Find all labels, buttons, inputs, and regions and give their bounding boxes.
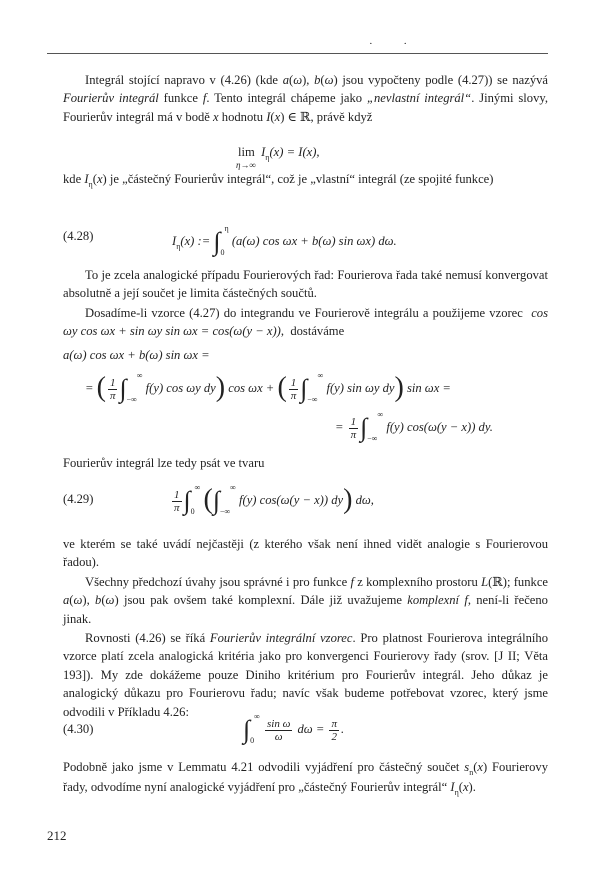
expansion-line-2: = ( $\frac{1}{\pi}$ $\int_{-\infty}^\infty$ f(y) cos ωy dy) cos ωx + ( $\frac{1}{\pi}$ $\int_{-\infty}^\infty$ f(y) sin ωy dy) sin ωx =: [85, 371, 451, 404]
paragraph-integral-formula: Rovnosti (4.26) se říká Fourierův integrální vzorec. Pro platnost Fourierova integrálního vzorce platí zcela analogická kritéria jako pro konvergenci Fourierovy řady (srov. [J II; Věta 193]). My zde dokážeme pouze Diniho kritérium pro Fourierův integrál. Jeho důkaz je analogický důkazu pro Fourierovu řadu; navíc však budeme potřebovat vzorec, který jsme odvodili v Příkladu 4.26:: [63, 631, 549, 719]
equation-number-4-28: (4.28): [63, 229, 94, 243]
equation-4-28: $I_\eta(x)$ := $\int_0^\eta$ (a(ω) cos ωx + b(ω) sin ωx) dω.: [172, 224, 397, 257]
paragraph-complex-functions: Všechny předchozí úvahy jsou správné i pro funkce f z komplexního prostoru L(ℝ); funkce a(ω), b(ω) jsou pak ovšem také komplexní. Dále již uvažujeme komplexní f, není-li řečeno jinak.: [63, 575, 549, 626]
equation-number-4-29: (4.29): [63, 492, 94, 506]
expansion-line-3: = $\frac{1}{\pi}$ $\int_{-\infty}^\infty$ f(y) cos(ω(y − x)) dy.: [335, 410, 493, 443]
equation-4-30: $\int_0^\infty$ $\frac{\text{sin ω}}{\omega}$ dω = $\frac{\pi}{2}$ .: [243, 712, 345, 745]
paragraph-integral-form: Fourierův integrál lze tedy psát ve tvaru: [63, 456, 265, 470]
paragraph-fourier-integral-definition: Integrál stojící napravo v (4.26) (kde a(ω), b(ω) jsou vypočteny podle (4.27)) se nazývá Fourierův integrál funkce f. Tento integrál chápeme jako „nevlastní integrál“. Jinými slovy, Fourierův integrál má v bodě x hodnotu I(x) ∈ ℝ, právě když: [63, 73, 548, 124]
paragraph-partial-integral: kde $I_\eta(x)$ je „částečný Fourierův integrál“, což je „vlastní“ integrál (ze spojité funkce): [63, 172, 494, 189]
header-rule: [47, 53, 548, 54]
paragraph-fourier-series-analogy: To je zcela analogické případu Fourierových řad: Fourierova řada také nemusí konvergovat absolutně a její součet je limita částečných součtů.: [63, 268, 548, 301]
running-header: · ·: [369, 38, 422, 50]
equation-4-29: $\frac{1}{\pi}$ $\int_0^\infty$ ($\int_{-\infty}^\infty$ f(y) cos(ω(y − x)) dy) dω,: [173, 483, 374, 516]
limit-equation: $\lim I_\eta(x) = I(x)$,: [238, 145, 320, 162]
paragraph-substitution: Dosadíme-li vzorce (4.27) do integrandu ve Fourierově integrálu a použijeme vzorec cos ωy cos ωx + sin ωy sin ωx = cos(ω(y − x)), dostáváme: [63, 306, 548, 339]
paragraph-common-form: ve kterém se také uvádí nejčastěji (z kterého však není ihned vidět analogie s Fourierovou řadou).: [63, 537, 548, 570]
equation-number-4-30: (4.30): [63, 722, 94, 736]
limit-subscript: η→∞: [236, 160, 256, 170]
expansion-line-1: a(ω) cos ωx + b(ω) sin ωx =: [63, 348, 210, 362]
page-number: 212: [47, 828, 67, 843]
paragraph-lemma-analogy: Podobně jako jsme v Lemmatu 4.21 odvodili vyjádření pro částečný součet $s_n(x)$ Fourierovy řady, odvodíme nyní analogické vyjádření pro „částečný Fourierův integrál“ $I_\eta(x)$.: [63, 760, 548, 798]
